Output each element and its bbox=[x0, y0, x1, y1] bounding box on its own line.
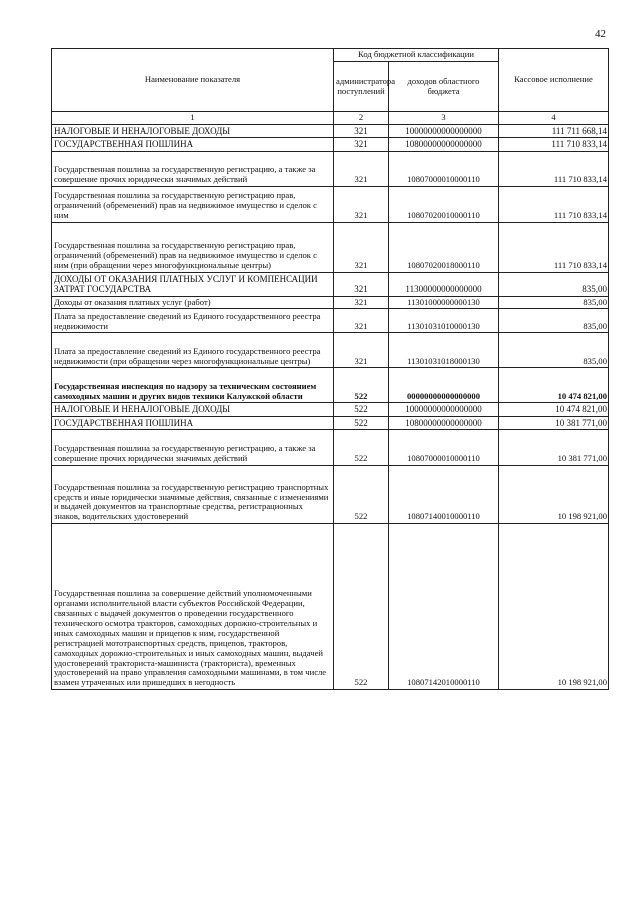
indicator-name: Плата за предоставление сведений из Единого государственного реестра недвижимости bbox=[52, 309, 334, 333]
admin-code: 522 bbox=[334, 466, 389, 524]
indicator-name: Государственная пошлина за государственную регистрацию транспортных средств и иные юридически значимые действия, связанные с изменениями и выдачей документов на транспортные средства, регистрационных знаков, водительских удостоверений bbox=[52, 466, 334, 524]
amount: 111 711 668,14 bbox=[499, 124, 609, 137]
admin-code: 522 bbox=[334, 430, 389, 466]
indicator-name: ДОХОДЫ ОТ ОКАЗАНИЯ ПЛАТНЫХ УСЛУГ И КОМПЕНСАЦИИ ЗАТРАТ ГОСУДАРСТВА bbox=[52, 272, 334, 296]
indicator-name: Государственная пошлина за государственную регистрацию, а также за совершение прочих юридически значимых действий bbox=[52, 151, 334, 186]
indicator-name: ГОСУДАРСТВЕННАЯ ПОШЛИНА bbox=[52, 416, 334, 429]
amount: 835,00 bbox=[499, 272, 609, 296]
table-row bbox=[52, 222, 609, 272]
indicator-name: НАЛОГОВЫЕ И НЕНАЛОГОВЫЕ ДОХОДЫ bbox=[52, 124, 334, 137]
amount: 111 710 833,14 bbox=[499, 138, 609, 151]
header-income: доходов областного бюджета bbox=[389, 62, 499, 112]
indicator-name: Доходы от оказания платных услуг (работ) bbox=[52, 296, 334, 309]
admin-code: 321 bbox=[334, 272, 389, 296]
table-row bbox=[52, 309, 609, 333]
admin-code: 321 bbox=[334, 138, 389, 151]
column-number: 2 bbox=[334, 112, 389, 125]
indicator-name: Государственная пошлина за государственную регистрацию, а также за совершение прочих юридически значимых действий bbox=[52, 430, 334, 466]
table-row bbox=[52, 466, 609, 524]
admin-code: 321 bbox=[334, 186, 389, 222]
income-code: 10807020018000110 bbox=[389, 222, 499, 272]
table-row bbox=[52, 296, 609, 309]
income-code: 10800000000000000 bbox=[389, 138, 499, 151]
income-code: 10000000000000000 bbox=[389, 403, 499, 416]
admin-code: 321 bbox=[334, 333, 389, 368]
amount: 835,00 bbox=[499, 309, 609, 333]
table-row bbox=[52, 416, 609, 429]
indicator-name: Государственная инспекция по надзору за техническим состоянием самоходных машин и других видов техники Калужской области bbox=[52, 368, 334, 403]
income-code: 11300000000000000 bbox=[389, 272, 499, 296]
admin-code: 321 bbox=[334, 296, 389, 309]
admin-code: 321 bbox=[334, 222, 389, 272]
table-row bbox=[52, 272, 609, 296]
header-name: Наименование показателя bbox=[52, 49, 334, 112]
amount: 10 474 821,00 bbox=[499, 368, 609, 403]
column-number: 3 bbox=[389, 112, 499, 125]
amount: 10 474 821,00 bbox=[499, 403, 609, 416]
indicator-name: Плата за предоставление сведений из Единого государственного реестра недвижимости (при обращении через многофункциональные центры) bbox=[52, 333, 334, 368]
table-row bbox=[52, 124, 609, 137]
table-row bbox=[52, 524, 609, 690]
income-code: 11301000000000130 bbox=[389, 296, 499, 309]
amount: 10 381 771,00 bbox=[499, 416, 609, 429]
page-number: 42 bbox=[595, 28, 606, 40]
admin-code: 522 bbox=[334, 403, 389, 416]
indicator-name: Государственная пошлина за государственную регистрацию прав, ограничений (обременений) прав на недвижимое имущество и сделок с ним bbox=[52, 186, 334, 222]
amount: 111 710 833,14 bbox=[499, 222, 609, 272]
table-row bbox=[52, 333, 609, 368]
amount: 10 198 921,00 bbox=[499, 524, 609, 690]
header-admin: администратора поступлений bbox=[334, 62, 389, 112]
table-row bbox=[52, 138, 609, 151]
admin-code: 321 bbox=[334, 309, 389, 333]
column-number-row bbox=[52, 112, 609, 125]
header-amount: Кассовое исполнение bbox=[499, 49, 609, 112]
admin-code: 321 bbox=[334, 124, 389, 137]
admin-code: 522 bbox=[334, 368, 389, 403]
income-code: 10000000000000000 bbox=[389, 124, 499, 137]
header-code-group: Код бюджетной классификации bbox=[334, 49, 499, 62]
income-code: 10807000010000110 bbox=[389, 151, 499, 186]
indicator-name: Государственная пошлина за совершение действий уполномоченными органами исполнительной власти субъектов Российской Федерации, связанных с выдачей документов о проведении государственного технического осмотра тракторов, самоходных дорожно-строительных и иных самоходных машин и прицепов к ним, государственной регистрацией мототранспортных средств, прицепов, тракторов, самоходных дорожно-строительных и иных самоходных машин, выдачей удостоверений тракториста-машиниста (тракториста), временных удостоверений на право управления самоходными машинами, в том числе взамен утраченных или пришедших в негодность bbox=[52, 524, 334, 690]
indicator-name: ГОСУДАРСТВЕННАЯ ПОШЛИНА bbox=[52, 138, 334, 151]
income-code: 10807142010000110 bbox=[389, 524, 499, 690]
budget-table bbox=[51, 48, 609, 690]
column-number: 4 bbox=[499, 112, 609, 125]
table-row bbox=[52, 368, 609, 403]
income-code: 00000000000000000 bbox=[389, 368, 499, 403]
indicator-name: НАЛОГОВЫЕ И НЕНАЛОГОВЫЕ ДОХОДЫ bbox=[52, 403, 334, 416]
admin-code: 321 bbox=[334, 151, 389, 186]
table-row bbox=[52, 430, 609, 466]
amount: 10 198 921,00 bbox=[499, 466, 609, 524]
amount: 111 710 833,14 bbox=[499, 151, 609, 186]
income-code: 11301031010000130 bbox=[389, 309, 499, 333]
amount: 10 381 771,00 bbox=[499, 430, 609, 466]
indicator-name: Государственная пошлина за государственную регистрацию прав, ограничений (обременений) прав на недвижимое имущество и сделок с ним (при обращении через многофункциональные центры) bbox=[52, 222, 334, 272]
admin-code: 522 bbox=[334, 416, 389, 429]
table-row bbox=[52, 403, 609, 416]
admin-code: 522 bbox=[334, 524, 389, 690]
amount: 835,00 bbox=[499, 296, 609, 309]
income-code: 11301031018000130 bbox=[389, 333, 499, 368]
column-number: 1 bbox=[52, 112, 334, 125]
table-row bbox=[52, 151, 609, 186]
table-row bbox=[52, 186, 609, 222]
income-code: 10807000010000110 bbox=[389, 430, 499, 466]
income-code: 10807140010000110 bbox=[389, 466, 499, 524]
income-code: 10807020010000110 bbox=[389, 186, 499, 222]
amount: 835,00 bbox=[499, 333, 609, 368]
amount: 111 710 833,14 bbox=[499, 186, 609, 222]
income-code: 10800000000000000 bbox=[389, 416, 499, 429]
